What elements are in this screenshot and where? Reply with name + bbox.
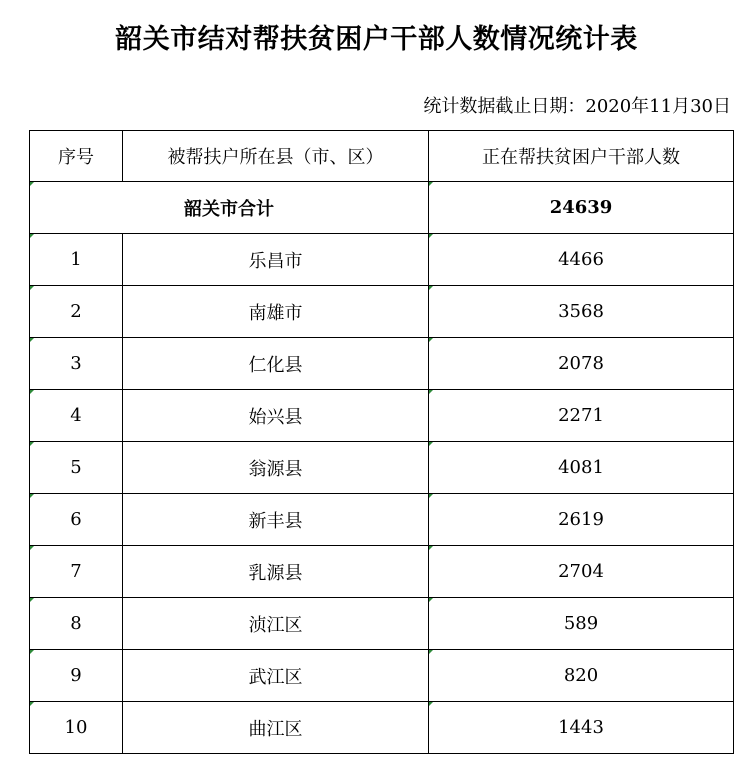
row-county: 乳源县 — [123, 546, 429, 598]
stat-date-note: 统计数据截止日期：2020年11月30日 — [423, 96, 731, 117]
row-county: 乐昌市 — [123, 234, 429, 286]
row-county: 南雄市 — [123, 286, 429, 338]
table-row — [30, 546, 734, 598]
row-count: 589 — [429, 598, 734, 650]
header-county: 被帮扶户所在县（市、区） — [123, 131, 429, 182]
row-index: 3 — [30, 338, 123, 390]
table-row — [30, 494, 734, 546]
row-count: 1443 — [429, 702, 734, 754]
table-row — [30, 338, 734, 390]
table-total-row — [30, 182, 734, 234]
table-row — [30, 650, 734, 702]
row-county: 新丰县 — [123, 494, 429, 546]
row-count: 820 — [429, 650, 734, 702]
table-header-row — [30, 131, 734, 182]
row-index: 10 — [30, 702, 123, 754]
row-index: 1 — [30, 234, 123, 286]
row-index: 6 — [30, 494, 123, 546]
row-count: 4466 — [429, 234, 734, 286]
row-county: 曲江区 — [123, 702, 429, 754]
table-row — [30, 598, 734, 650]
table-row — [30, 442, 734, 494]
row-count: 3568 — [429, 286, 734, 338]
row-index: 8 — [30, 598, 123, 650]
header-count: 正在帮扶贫困户干部人数 — [429, 131, 734, 182]
row-index: 9 — [30, 650, 123, 702]
page-title: 韶关市结对帮扶贫困户干部人数情况统计表 — [115, 24, 638, 55]
row-count: 2619 — [429, 494, 734, 546]
table-row — [30, 286, 734, 338]
table-row — [30, 234, 734, 286]
row-index: 7 — [30, 546, 123, 598]
row-county: 浈江区 — [123, 598, 429, 650]
header-index: 序号 — [30, 131, 123, 182]
statistics-table — [29, 130, 734, 754]
row-county: 翁源县 — [123, 442, 429, 494]
row-index: 4 — [30, 390, 123, 442]
row-county: 始兴县 — [123, 390, 429, 442]
row-count: 2078 — [429, 338, 734, 390]
row-county: 武江区 — [123, 650, 429, 702]
row-count: 4081 — [429, 442, 734, 494]
row-count: 2271 — [429, 390, 734, 442]
total-label: 韶关市合计 — [30, 182, 429, 234]
total-value: 24639 — [429, 182, 734, 234]
row-county: 仁化县 — [123, 338, 429, 390]
row-index: 5 — [30, 442, 123, 494]
table-row — [30, 702, 734, 754]
row-index: 2 — [30, 286, 123, 338]
row-count: 2704 — [429, 546, 734, 598]
table-row — [30, 390, 734, 442]
